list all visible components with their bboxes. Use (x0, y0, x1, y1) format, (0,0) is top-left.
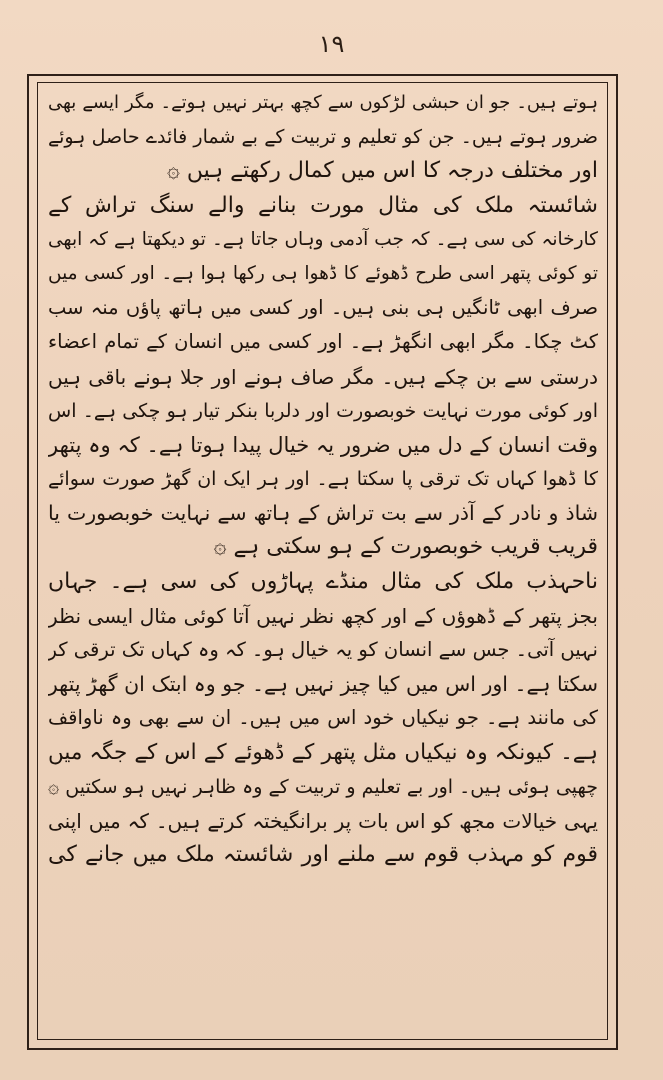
text-line-14: قریب قریب خوبصورت کے ہو سکتی ہے ۞ (213, 534, 598, 560)
text-line-15: ناحہذب ملک کی مثال منڈے پہاڑوں کی سی ہے۔ جہاں (48, 568, 598, 594)
text-line-3: اور مختلف درجہ کا اس میں کمال رکھتے ہیں ۞ (166, 158, 598, 184)
text-line-5: کارخانہ کی سی ہے۔ کہ جب آدمی وہاں جاتا ہے۔ تو دیکھتا ہے کہ ابھی (48, 228, 598, 250)
text-line-19: کی مانند ہے۔ جو نیکیاں خود اس میں ہیں۔ ان سے بھی وہ ناواقف (48, 706, 598, 730)
text-line-13: شاذ و نادر کے آذر سے بت تراش کے ہاتھ سے نہایت خوبصورت یا (48, 501, 598, 526)
text-line-18: سکتا ہے۔ اور اس میں کیا چیز نہیں ہے۔ جو وہ ابتک ان گھڑ پتھر (48, 672, 598, 697)
page-number: ۱۹ (318, 30, 345, 58)
text-line-4: شائستہ ملک کی مثال مورت بنانے والے سنگ تراش کے (48, 192, 598, 218)
text-line-23: قوم کو مہذب قوم سے ملنے اور شائستہ ملک میں جانے کی (48, 842, 598, 868)
text-line-8: کٹ چکا۔ مگر ابھی انگھڑ ہے۔ اور کسی میں انسان کے تمام اعضاء (48, 330, 598, 354)
text-line-16: بجز پتھر کے ڈھوؤں کے اور کچھ نظر نہیں آتا کوئی مثال ایسی نظر (48, 603, 598, 628)
text-line-6: تو کوئی پتھر اسی طرح ڈھوئے کا ڈھوا ہی رکھا ہوا ہے۔ اور کسی میں (48, 262, 598, 284)
text-line-2: ضرور ہوتے ہیں۔ جن کو تعلیم و تربیت کے بے شمار فائدے حاصل ہوئے (48, 126, 598, 149)
text-line-1: ہوتے ہیں۔ جو ان حبشی لڑکوں سے کچھ بہتر نہیں ہوتے۔ مگر ایسے بھی (48, 92, 598, 113)
urdu-text-block (48, 86, 598, 1036)
text-line-7: صرف ابھی ٹانگیں ہی بنی ہیں۔ اور کسی میں ہاتھ پاؤں منہ سب (48, 296, 598, 320)
text-line-21: چھپی ہوئی ہیں۔ اور بے تعلیم و تربیت کے وہ ظاہر نہیں ہو سکتیں ۞ (48, 775, 598, 798)
text-line-17: نہیں آتی۔ جس سے انسان کو یہ خیال ہو۔ کہ وہ کہاں تک ترقی کر (48, 638, 598, 661)
text-line-10: اور کوئی مورت نہایت خوبصورت اور دلربا بنکر تیار ہو چکی ہے۔ اس (48, 399, 598, 422)
text-line-9: درستی سے بن چکے ہیں۔ مگر صاف ہونے اور جلا ہونے باقی ہیں (48, 364, 598, 389)
text-line-22: یہی خیالات مجھ کو اس بات پر برانگیختہ کرتے ہیں۔ کہ میں اپنی (48, 808, 598, 833)
text-line-20: ہے۔ کیونکہ وہ نیکیاں مثل پتھر کے ڈھوئے کے اس کے جگہ میں (48, 739, 598, 765)
text-line-11: وقت انسان کے دل میں ضرور یہ خیال پیدا ہوتا ہے۔ کہ وہ پتھر (48, 432, 598, 457)
text-line-12: کا ڈھوا کہاں تک ترقی پا سکتا ہے۔ اور ہر ایک ان گھڑ صورت سوائے (48, 468, 598, 491)
